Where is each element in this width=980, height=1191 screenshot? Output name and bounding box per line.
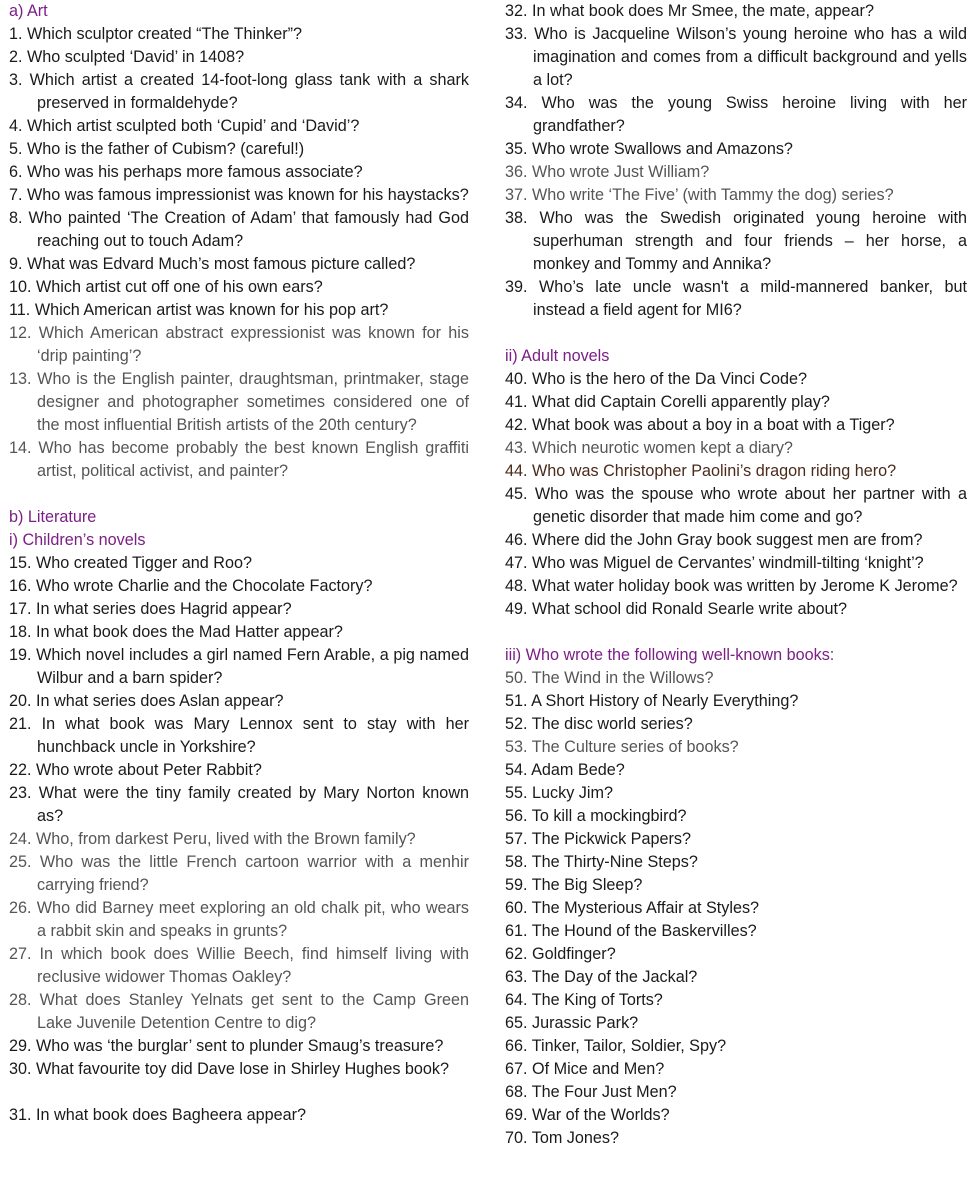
question-item xyxy=(505,782,967,805)
question-text: A Short History of Nearly Everything? xyxy=(531,692,799,710)
question-text: To kill a mockingbird? xyxy=(531,807,687,825)
question-item xyxy=(505,667,967,690)
question-text: In what book does Mr Smee, the mate, appear? xyxy=(532,2,874,20)
question-number: 14. xyxy=(9,439,32,457)
question-item xyxy=(9,322,469,368)
question-number: 7. xyxy=(9,186,23,204)
question-item xyxy=(505,805,967,828)
question-item xyxy=(505,759,967,782)
question-number: 52. xyxy=(505,715,528,733)
question-item xyxy=(505,138,967,161)
question-number: 31. xyxy=(9,1106,32,1124)
question-item xyxy=(9,276,469,299)
question-text: Who is Jacqueline Wilson’s young heroine who has a wild imagination and comes from a difficult background and yells a lot? xyxy=(533,25,967,89)
question-number: 43. xyxy=(505,439,528,457)
spacer xyxy=(505,621,967,644)
question-text: What was Edvard Much’s most famous picture called? xyxy=(27,255,416,273)
question-item xyxy=(505,713,967,736)
question-number: 33. xyxy=(505,25,528,43)
question-number: 57. xyxy=(505,830,528,848)
question-item xyxy=(505,207,967,276)
right-column xyxy=(505,0,967,1150)
question-number: 49. xyxy=(505,600,528,618)
question-text: The Pickwick Papers? xyxy=(531,830,691,848)
question-text: What water holiday book was written by Jerome K Jerome? xyxy=(532,577,958,595)
question-item xyxy=(505,690,967,713)
question-number: 69. xyxy=(505,1106,528,1124)
question-number: 61. xyxy=(505,922,528,940)
question-item xyxy=(505,23,967,92)
question-text: In what book does Bagheera appear? xyxy=(36,1106,307,1124)
question-number: 28. xyxy=(9,991,32,1009)
question-item xyxy=(9,759,469,782)
question-number: 4. xyxy=(9,117,23,135)
question-item xyxy=(505,276,967,322)
section-heading: a) Art xyxy=(9,2,48,20)
question-text: Who write ‘The Five’ (with Tammy the dog) series? xyxy=(532,186,894,204)
question-item xyxy=(505,1058,967,1081)
question-number: 23. xyxy=(9,784,32,802)
question-item xyxy=(505,828,967,851)
question-item xyxy=(505,0,967,23)
question-text: The Big Sleep? xyxy=(531,876,643,894)
question-text: Jurassic Park? xyxy=(532,1014,639,1032)
question-item xyxy=(9,897,469,943)
question-item xyxy=(505,966,967,989)
question-item xyxy=(505,851,967,874)
question-item xyxy=(9,299,469,322)
question-number: 26. xyxy=(9,899,32,917)
question-item xyxy=(9,828,469,851)
question-item xyxy=(9,552,469,575)
question-item xyxy=(505,391,967,414)
question-item xyxy=(505,575,967,598)
question-item xyxy=(505,1035,967,1058)
question-text: Which sculptor created “The Thinker”? xyxy=(27,25,303,43)
question-text: Who did Barney meet exploring an old chalk pit, who wears a rabbit skin and speaks in grunts? xyxy=(36,899,470,940)
question-text: Tinker, Tailor, Soldier, Spy? xyxy=(531,1037,727,1055)
question-number: 70. xyxy=(505,1129,528,1147)
section-heading: b) Literature xyxy=(9,508,97,526)
question-text: Who was Christopher Paolini’s dragon riding hero? xyxy=(532,462,897,480)
question-text: Of Mice and Men? xyxy=(532,1060,665,1078)
question-text: Who has become probably the best known English graffiti artist, political activist, and painter? xyxy=(37,439,469,480)
question-number: 39. xyxy=(505,278,528,296)
question-text: What book was about a boy in a boat with a Tiger? xyxy=(532,416,895,434)
question-text: Who, from darkest Peru, lived with the Brown family? xyxy=(36,830,416,848)
question-item xyxy=(505,161,967,184)
question-text: Which novel includes a girl named Fern Arable, a pig named Wilbur and a barn spider? xyxy=(36,646,470,687)
question-item xyxy=(505,598,967,621)
question-number: 2. xyxy=(9,48,23,66)
question-text: The Hound of the Baskervilles? xyxy=(531,922,757,940)
question-item xyxy=(9,598,469,621)
section-heading: i) Children’s novels xyxy=(9,531,146,549)
question-item xyxy=(9,1058,469,1081)
question-text: The Wind in the Willows? xyxy=(531,669,714,687)
question-number: 63. xyxy=(505,968,528,986)
question-number: 10. xyxy=(9,278,32,296)
question-number: 35. xyxy=(505,140,528,158)
question-text: Who’s late uncle wasn't a mild-mannered banker, but instead a field agent for MI6? xyxy=(533,278,968,319)
question-text: Who was the Swedish originated young heroine with superhuman strength and four friends – her horse, a monkey and Tommy and Annika? xyxy=(533,209,967,273)
section-heading: iii) Who wrote the following well-known books: xyxy=(505,646,835,664)
question-item xyxy=(9,23,469,46)
question-item xyxy=(9,621,469,644)
question-number: 25. xyxy=(9,853,32,871)
question-number: 65. xyxy=(505,1014,528,1032)
question-number: 60. xyxy=(505,899,528,917)
question-text: Which neurotic women kept a diary? xyxy=(532,439,793,457)
question-text: The disc world series? xyxy=(531,715,693,733)
question-number: 21. xyxy=(9,715,32,733)
question-number: 51. xyxy=(505,692,528,710)
question-item xyxy=(505,483,967,529)
question-text: What school did Ronald Searle write about? xyxy=(532,600,847,618)
question-text: What does Stanley Yelnats get sent to the Camp Green Lake Juvenile Detention Centre to dig? xyxy=(37,991,470,1032)
question-number: 27. xyxy=(9,945,32,963)
question-text: Which artist sculpted both ‘Cupid’ and ‘David’? xyxy=(27,117,360,135)
question-number: 41. xyxy=(505,393,528,411)
question-text: Which artist cut off one of his own ears? xyxy=(36,278,323,296)
question-number: 66. xyxy=(505,1037,528,1055)
question-number: 34. xyxy=(505,94,528,112)
question-text: In what series does Aslan appear? xyxy=(36,692,284,710)
question-number: 53. xyxy=(505,738,528,756)
question-text: Who created Tigger and Roo? xyxy=(36,554,252,572)
question-item xyxy=(9,184,469,207)
question-text: The Day of the Jackal? xyxy=(531,968,698,986)
question-number: 40. xyxy=(505,370,528,388)
question-number: 50. xyxy=(505,669,528,687)
question-number: 59. xyxy=(505,876,528,894)
question-number: 1. xyxy=(9,25,23,43)
question-text: Tom Jones? xyxy=(531,1129,620,1147)
question-number: 13. xyxy=(9,370,32,388)
question-text: Goldfinger? xyxy=(532,945,616,963)
question-number: 67. xyxy=(505,1060,528,1078)
question-text: Who was his perhaps more famous associate? xyxy=(27,163,363,181)
question-item xyxy=(9,138,469,161)
question-item xyxy=(9,1104,469,1127)
question-number: 6. xyxy=(9,163,23,181)
question-item xyxy=(505,1012,967,1035)
question-text: Who is the English painter, draughtsman, printmaker, stage designer and photographer sometimes considered one of the most influential British artists of the 20th century? xyxy=(37,370,469,434)
question-number: 45. xyxy=(505,485,528,503)
question-text: The Thirty-Nine Steps? xyxy=(531,853,698,871)
question-text: Who is the father of Cubism? (careful!) xyxy=(27,140,305,158)
question-item xyxy=(9,989,469,1035)
question-text: The Mysterious Affair at Styles? xyxy=(531,899,760,917)
question-number: 29. xyxy=(9,1037,32,1055)
question-text: In what series does Hagrid appear? xyxy=(36,600,292,618)
question-item xyxy=(505,552,967,575)
question-number: 30. xyxy=(9,1060,32,1078)
left-column xyxy=(9,0,469,1127)
question-item xyxy=(9,644,469,690)
question-number: 48. xyxy=(505,577,528,595)
question-text: War of the Worlds? xyxy=(532,1106,670,1124)
question-number: 55. xyxy=(505,784,528,802)
question-item xyxy=(505,368,967,391)
question-number: 9. xyxy=(9,255,23,273)
question-number: 32. xyxy=(505,2,528,20)
question-number: 36. xyxy=(505,163,528,181)
question-number: 11. xyxy=(9,301,31,319)
question-item xyxy=(505,1081,967,1104)
question-text: In what book was Mary Lennox sent to stay with her hunchback uncle in Yorkshire? xyxy=(37,715,469,756)
question-item xyxy=(505,1127,967,1150)
question-text: Who was the little French cartoon warrior with a menhir carrying friend? xyxy=(37,853,469,894)
question-item xyxy=(9,690,469,713)
question-number: 22. xyxy=(9,761,32,779)
question-text: Who wrote Just William? xyxy=(532,163,710,181)
question-number: 37. xyxy=(505,186,528,204)
question-item xyxy=(505,92,967,138)
question-text: Which artist a created 14-foot-long glass tank with a shark preserved in formaldehyde? xyxy=(29,71,469,112)
question-item xyxy=(505,943,967,966)
question-item xyxy=(505,184,967,207)
question-item xyxy=(505,437,967,460)
question-text: Who was the young Swiss heroine living with her grandfather? xyxy=(533,94,968,135)
question-text: What favourite toy did Dave lose in Shirley Hughes book? xyxy=(36,1060,450,1078)
question-text: In what book does the Mad Hatter appear? xyxy=(36,623,343,641)
question-number: 64. xyxy=(505,991,528,1009)
question-text: Who sculpted ‘David’ in 1408? xyxy=(27,48,245,66)
question-number: 56. xyxy=(505,807,528,825)
question-number: 17. xyxy=(9,600,32,618)
question-text: Who painted ‘The Creation of Adam’ that famously had God reaching out to touch Adam? xyxy=(28,209,469,250)
question-item xyxy=(505,920,967,943)
question-number: 38. xyxy=(505,209,528,227)
question-item xyxy=(505,736,967,759)
question-text: The Culture series of books? xyxy=(531,738,739,756)
question-text: The Four Just Men? xyxy=(531,1083,677,1101)
question-number: 42. xyxy=(505,416,528,434)
question-text: Who wrote Charlie and the Chocolate Factory? xyxy=(36,577,373,595)
question-number: 68. xyxy=(505,1083,528,1101)
question-number: 47. xyxy=(505,554,528,572)
question-item xyxy=(9,575,469,598)
question-item xyxy=(505,1104,967,1127)
question-item xyxy=(9,368,469,437)
question-item xyxy=(9,253,469,276)
question-text: Where did the John Gray book suggest men are from? xyxy=(532,531,923,549)
question-item xyxy=(9,69,469,115)
question-item xyxy=(9,46,469,69)
question-number: 5. xyxy=(9,140,23,158)
question-text: In which book does Willie Beech, find himself living with reclusive widower Thomas Oakley? xyxy=(37,945,469,986)
section-heading: ii) Adult novels xyxy=(505,347,610,365)
question-number: 12. xyxy=(9,324,32,342)
question-number: 19. xyxy=(9,646,32,664)
question-text: Who was famous impressionist was known for his haystacks? xyxy=(27,186,469,204)
spacer xyxy=(505,322,967,345)
question-number: 54. xyxy=(505,761,528,779)
question-number: 24. xyxy=(9,830,32,848)
question-text: Adam Bede? xyxy=(531,761,625,779)
question-text: Who wrote Swallows and Amazons? xyxy=(532,140,793,158)
question-item xyxy=(9,943,469,989)
question-item xyxy=(9,207,469,253)
question-text: Who is the hero of the Da Vinci Code? xyxy=(532,370,808,388)
question-item xyxy=(9,115,469,138)
spacer xyxy=(9,1081,469,1104)
question-text: What were the tiny family created by Mary Norton known as? xyxy=(37,784,470,825)
question-number: 44. xyxy=(505,462,528,480)
question-item xyxy=(505,897,967,920)
question-text: Lucky Jim? xyxy=(532,784,613,802)
question-text: The King of Torts? xyxy=(531,991,663,1009)
question-number: 15. xyxy=(9,554,32,572)
question-item xyxy=(505,414,967,437)
question-number: 3. xyxy=(9,71,23,89)
question-item xyxy=(505,989,967,1012)
question-number: 16. xyxy=(9,577,32,595)
question-item xyxy=(505,874,967,897)
question-item xyxy=(9,161,469,184)
question-number: 18. xyxy=(9,623,32,641)
question-number: 46. xyxy=(505,531,528,549)
question-text: Who was the spouse who wrote about her partner with a genetic disorder that made him come and go? xyxy=(533,485,968,526)
question-text: What did Captain Corelli apparently play? xyxy=(532,393,830,411)
question-text: Who wrote about Peter Rabbit? xyxy=(36,761,262,779)
question-text: Who was Miguel de Cervantes’ windmill-tilting ‘knight’? xyxy=(532,554,924,572)
question-number: 58. xyxy=(505,853,528,871)
question-number: 20. xyxy=(9,692,32,710)
question-item xyxy=(9,1035,469,1058)
question-item xyxy=(505,529,967,552)
question-text: Who was ‘the burglar’ sent to plunder Smaug’s treasure? xyxy=(36,1037,444,1055)
question-item xyxy=(9,713,469,759)
spacer xyxy=(9,483,469,506)
question-text: Which American abstract expressionist was known for his ‘drip painting’? xyxy=(37,324,469,365)
question-number: 8. xyxy=(9,209,23,227)
question-item xyxy=(9,437,469,483)
question-number: 62. xyxy=(505,945,528,963)
question-item xyxy=(9,851,469,897)
question-item xyxy=(9,782,469,828)
question-item xyxy=(505,460,967,483)
question-text: Which American artist was known for his pop art? xyxy=(34,301,389,319)
